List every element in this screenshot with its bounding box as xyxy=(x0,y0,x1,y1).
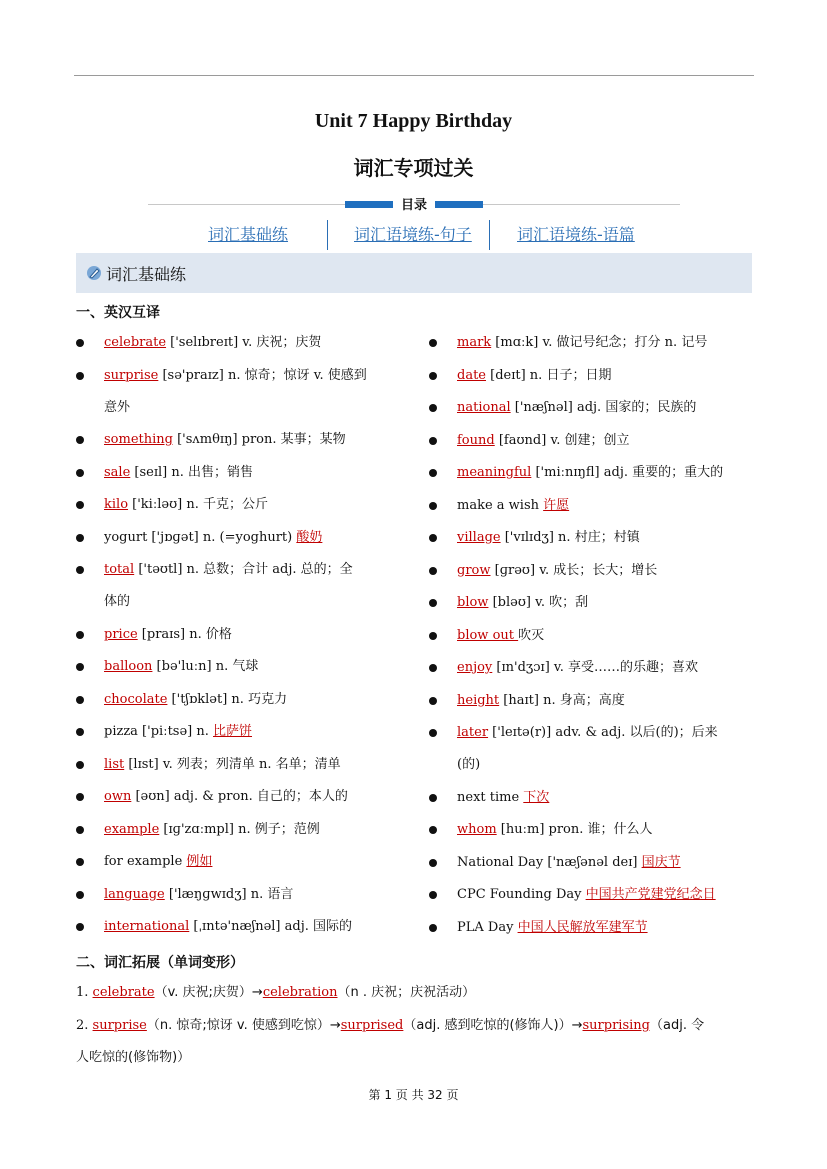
vocab-item: National Day ['næʃənəl deɪ] 国庆节 xyxy=(457,847,757,879)
answer-word: meaningful xyxy=(457,465,532,480)
answer-word: 国庆节 xyxy=(641,854,681,870)
answer-word: blow out xyxy=(457,627,519,643)
bullet-icon xyxy=(76,923,84,931)
answer-word: something xyxy=(104,432,173,447)
vocab-item: blow [bləʊ] v. 吹；刮 xyxy=(457,587,757,619)
section-header xyxy=(76,253,752,293)
answer-word: later xyxy=(457,725,489,740)
answer-word: village xyxy=(457,530,501,545)
vocab-item: price [praɪs] n. 价格 xyxy=(104,619,404,651)
answer-word: date xyxy=(457,367,486,383)
vocab-item: for example 例如 xyxy=(104,846,404,878)
page-subtitle: 词汇专项过关 xyxy=(353,156,474,180)
vocab-item: blow out 吹灭 xyxy=(457,620,757,652)
vocab-item: date [deɪt] n. 日子；日期 xyxy=(457,360,757,392)
answer-word: surprising xyxy=(582,1018,650,1033)
vocab-item: PLA Day 中国人民解放军建军节 xyxy=(457,912,757,944)
bullet-icon xyxy=(429,697,437,705)
vocab-item: kilo ['kiːləʊ] n. 千克；公斤 xyxy=(104,489,404,521)
bullet-icon xyxy=(76,339,84,347)
vocab-item: grow [ɡrəʊ] v. 成长；长大；增长 xyxy=(457,555,757,587)
bullet-icon xyxy=(429,924,437,932)
bullet-icon xyxy=(429,534,437,542)
bullet-icon xyxy=(429,664,437,672)
toc-bar-left xyxy=(345,201,393,208)
toc-bar-right xyxy=(435,201,483,208)
bullet-icon xyxy=(76,696,84,704)
bullet-icon xyxy=(429,339,437,347)
vocab-item: something ['sʌmθɪŋ] pron. 某事；某物 xyxy=(104,424,404,456)
vocab-item: height [haɪt] n. 身高；高度 xyxy=(457,685,757,717)
answer-word: 中国人民解放军建军节 xyxy=(517,919,648,935)
bullet-icon xyxy=(76,534,84,542)
vocab-item: meaningful ['miːnɪŋfl] adj. 重要的；重大的 xyxy=(457,457,757,489)
vocab-item: make a wish 许愿 xyxy=(457,490,757,522)
bullet-icon xyxy=(76,436,84,444)
vocab-item: international [ˌɪntə'næʃnəl] adj. 国际的 xyxy=(104,911,404,943)
vocab-item: village ['vɪlɪdʒ] n. 村庄；村镇 xyxy=(457,522,757,554)
bullet-icon xyxy=(429,599,437,607)
answer-word: 中国共产党建党纪念日 xyxy=(585,887,716,902)
toc-link-passage[interactable]: 词汇语境练-语篇 xyxy=(517,225,635,244)
toc-label: 目录 xyxy=(393,194,435,213)
answer-word: celebrate xyxy=(92,985,155,1000)
vocab-item: language ['læŋɡwɪdʒ] n. 语言 xyxy=(104,879,404,911)
bullet-icon xyxy=(76,501,84,509)
answer-word: language xyxy=(104,886,165,902)
answer-word: national xyxy=(457,400,511,415)
vocab-item: CPC Founding Day 中国共产党建党纪念日 xyxy=(457,879,757,911)
answer-word: 许愿 xyxy=(543,497,570,513)
part1-heading: 一、英汉互译 xyxy=(76,305,160,321)
bullet-icon xyxy=(76,761,84,769)
bullet-icon xyxy=(76,826,84,834)
bullet-icon xyxy=(76,728,84,736)
vocab-item: celebrate ['selɪbreɪt] v. 庆祝；庆贺 xyxy=(104,327,404,359)
answer-word: surprise xyxy=(104,367,159,383)
vocab-item: pizza ['piːtsə] n. 比萨饼 xyxy=(104,716,404,748)
answer-word: 酸奶 xyxy=(296,529,323,545)
vocab-item: later ['leɪtə(r)] adv. & adj. 以后(的)；后来 (的) xyxy=(457,717,757,781)
bullet-icon xyxy=(429,891,437,899)
bullet-icon xyxy=(429,437,437,445)
page-footer: 第 1 页 共 32 页 xyxy=(368,1088,459,1102)
answer-word: height xyxy=(457,692,500,708)
toc-link-basic[interactable]: 词汇基础练 xyxy=(208,225,289,244)
answer-word: enjoy xyxy=(457,660,493,675)
vocab-item: yogurt ['jɒɡət] n. (=yoghurt) 酸奶 xyxy=(104,522,404,554)
answer-word: list xyxy=(104,756,125,772)
answer-word: example xyxy=(104,821,160,837)
answer-word: sale xyxy=(104,464,131,480)
answer-word: 下次 xyxy=(523,789,550,805)
top-rule xyxy=(74,75,754,76)
bullet-icon xyxy=(76,469,84,477)
toc-separator xyxy=(489,220,490,250)
vocab-item: own [əʊn] adj. & pron. 自己的；本人的 xyxy=(104,781,404,813)
answer-word: total xyxy=(104,562,135,577)
bullet-icon xyxy=(429,729,437,737)
answer-word: 比萨饼 xyxy=(213,724,253,739)
part2-heading: 二、词汇拓展（单词变形） xyxy=(76,955,244,971)
vocab-item: found [faʊnd] v. 创建；创立 xyxy=(457,425,757,457)
toc-separator xyxy=(327,220,328,250)
vocab-item: national ['næʃnəl] adj. 国家的；民族的 xyxy=(457,392,757,424)
bullet-icon xyxy=(76,631,84,639)
bullet-icon xyxy=(76,891,84,899)
answer-word: celebration xyxy=(262,985,338,1000)
answer-word: blow xyxy=(457,595,489,610)
unit-title: Unit 7 Happy Birthday xyxy=(314,110,513,132)
bullet-icon xyxy=(429,469,437,477)
vocab-item: example [ɪɡ'zɑːmpl] n. 例子；范例 xyxy=(104,814,404,846)
answer-word: celebrate xyxy=(104,335,167,350)
bullet-icon xyxy=(429,826,437,834)
expansion-line-1: 1. celebrate（v. 庆祝;庆贺）→celebration（n . 庆祝；庆祝活动） xyxy=(76,985,476,1000)
vocab-item: total ['təʊtl] n. 总数；合计 adj. 总的；全 体的 xyxy=(104,554,404,618)
answer-word: price xyxy=(104,626,138,642)
vocab-item: mark [mɑːk] v. 做记号纪念；打分 n. 记号 xyxy=(457,327,757,359)
bullet-icon xyxy=(76,372,84,380)
bullet-icon xyxy=(76,793,84,801)
answer-word: grow xyxy=(457,562,491,578)
pencil-icon xyxy=(86,265,102,281)
vocab-item: surprise [sə'praɪz] n. 惊奇；惊讶 v. 使感到 意外 xyxy=(104,360,404,424)
vocab-item: sale [seɪl] n. 出售；销售 xyxy=(104,457,404,489)
answer-word: own xyxy=(104,789,132,804)
bullet-icon xyxy=(429,502,437,510)
bullet-icon xyxy=(76,663,84,671)
bullet-icon xyxy=(429,567,437,575)
answer-word: 例如 xyxy=(186,854,213,869)
answer-word: chocolate xyxy=(104,691,168,707)
answer-word: kilo xyxy=(104,497,129,512)
bullet-icon xyxy=(76,566,84,574)
bullet-icon xyxy=(429,372,437,380)
bullet-icon xyxy=(429,859,437,867)
bullet-icon xyxy=(429,632,437,640)
answer-word: surprise xyxy=(92,1018,147,1033)
bullet-icon xyxy=(76,858,84,866)
answer-word: whom xyxy=(457,822,497,837)
answer-word: international xyxy=(104,919,190,934)
vocab-item: chocolate ['tʃɒklət] n. 巧克力 xyxy=(104,684,404,716)
toc-link-sentence[interactable]: 词汇语境练-句子 xyxy=(354,225,472,244)
answer-word: surprised xyxy=(340,1018,404,1033)
vocab-item: next time 下次 xyxy=(457,782,757,814)
answer-word: found xyxy=(457,432,495,448)
bullet-icon xyxy=(429,794,437,802)
answer-word: balloon xyxy=(104,659,153,674)
section-title: 词汇基础练 xyxy=(106,265,187,284)
expansion-line-2: 2. surprise（n. 惊奇;惊讶 v. 使感到吃惊）→surprised（adj. 感到吃惊的(修饰人)）→surprising（adj. 令 人吃惊的(修饰物)） xyxy=(76,1018,705,1065)
vocab-item: balloon [bə'luːn] n. 气球 xyxy=(104,651,404,683)
vocab-item: whom [huːm] pron. 谁；什么人 xyxy=(457,814,757,846)
vocab-item: list [lɪst] v. 列表；列清单 n. 名单；清单 xyxy=(104,749,404,781)
answer-word: mark xyxy=(457,335,492,350)
vocab-item: enjoy [ɪn'dʒɔɪ] v. 享受……的乐趣；喜欢 xyxy=(457,652,757,684)
bullet-icon xyxy=(429,404,437,412)
